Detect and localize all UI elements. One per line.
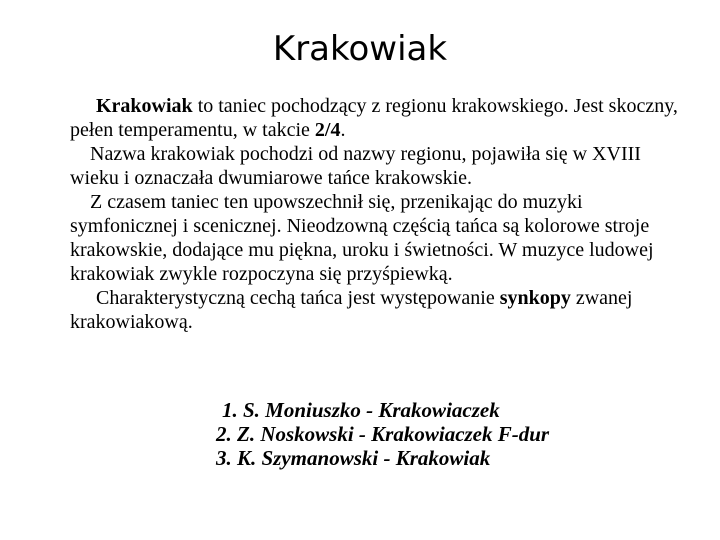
body-text: [70, 94, 680, 334]
paragraph-syncopation: [70, 286, 680, 334]
paragraph-definition-end: .: [340, 119, 346, 141]
paragraph-name-origin: Nazwa krakowiak pochodzi od nazwy regionu, pojawiła się w XVIII wieku i oznaczała dwumiarowe tańce krakowskie.: [70, 143, 641, 189]
term-synkopy: synkopy: [499, 287, 571, 309]
work-item: 3. K. Szymanowski - Krakowiak: [216, 446, 491, 470]
paragraph-syncopation-end: zwanej krakowiakową.: [70, 287, 633, 333]
term-krakowiak: Krakowiak: [96, 95, 193, 117]
works-list: [216, 398, 656, 470]
paragraph-definition: [70, 94, 680, 142]
paragraph-syncopation-text: Charakterystyczną cechą tańca jest występowanie: [96, 287, 500, 309]
meter-value: 2/4: [314, 119, 341, 141]
page-title: Krakowiak: [272, 29, 448, 69]
work-item: 1. S. Moniuszko - Krakowiaczek: [222, 398, 500, 422]
paragraph-history: Z czasem taniec ten upowszechnił się, przenikając do muzyki symfonicznej i scenicznej. Nieodzowną częścią tańca są kolorowe stroje krakowskie, dodające mu piękna, uroku i świetności. W muzyce ludowej krakowiak zwykle rozpoczyna się przyśpiewką.: [70, 191, 654, 285]
work-item: 2. Z. Noskowski - Krakowiaczek F-dur: [216, 422, 550, 446]
paragraph-definition-text: to taniec pochodzący z regionu krakowskiego. Jest skoczny, pełen temperamentu, w takcie: [70, 95, 678, 141]
